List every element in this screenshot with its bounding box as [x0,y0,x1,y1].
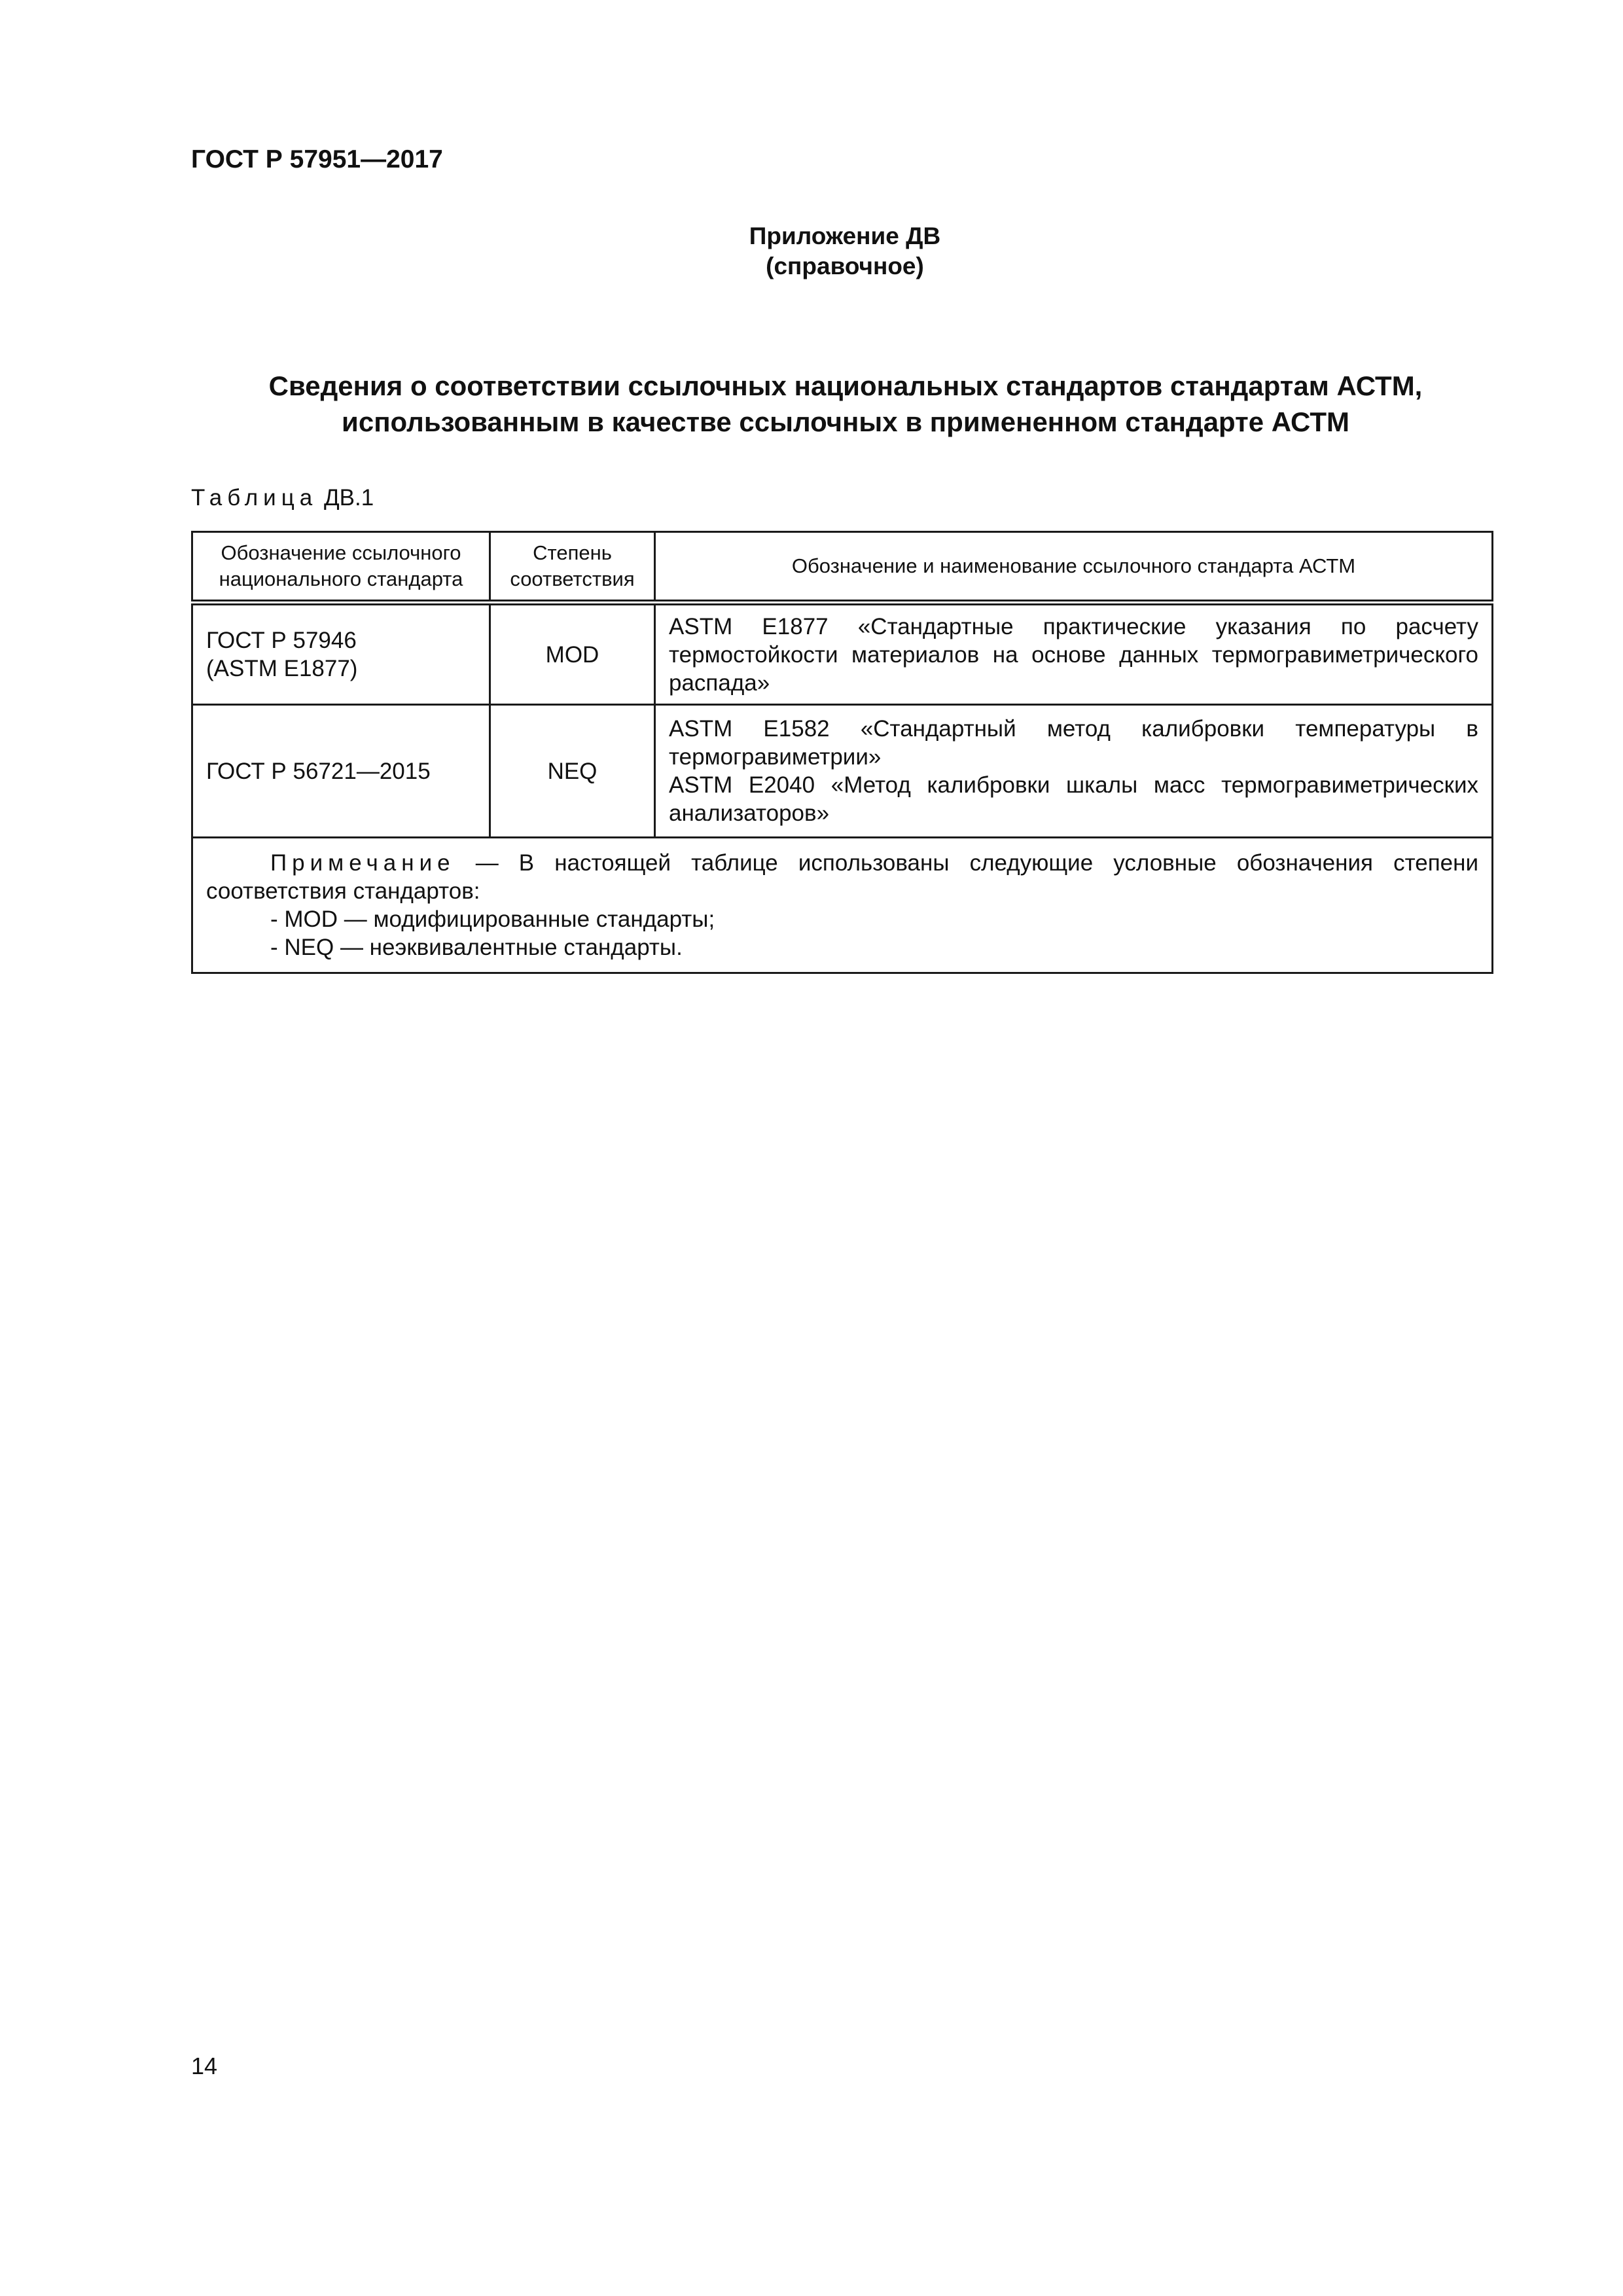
table-caption-label: Таблица [191,485,318,511]
astm-standard-text-secondary: ASTM E2040 «Метод калибровки шкалы масс термогравиметрических анализаторов» [669,772,1478,826]
national-standard-cell [192,705,490,838]
document-code: ГОСТ Р 57951—2017 [191,145,443,173]
table-caption-number: ДВ.1 [323,485,374,511]
table-row [192,603,1493,705]
note-intro [206,849,1478,905]
astm-standard-text: ASTM E1582 «Стандартный метод калибровки температуры в термогравиметрии» [669,716,1478,770]
section-heading-line-1: Сведения о соответствии ссылочных национальных стандартов стандартам АСТМ, [268,370,1423,401]
table-row [192,705,1493,838]
table-note-row [192,838,1493,973]
table-note [192,838,1493,973]
astm-standard-cell [655,603,1493,705]
note-label: Примечание [270,850,455,876]
astm-standard-text: ASTM E1877 «Стандартные практические указания по расчету термостойкости материалов на основе данных термогравиметрического распада» [669,613,1478,696]
national-standard-code: ГОСТ Р 56721—2015 [206,758,431,784]
appendix-block [681,221,1008,281]
astm-standard-cell [655,705,1493,838]
reference-standards-table [191,531,1493,974]
section-heading [191,368,1500,440]
degree-cell: MOD [490,603,655,705]
degree-cell: NEQ [490,705,655,838]
table-header-row [192,532,1493,603]
national-standard-cell [192,603,490,705]
appendix-title: Приложение ДВ [749,223,941,249]
section-heading-line-2: использованным в качестве ссылочных в примененном стандарте АСТМ [342,406,1349,437]
table-caption [191,485,374,511]
column-header-astm-standard: Обозначение и наименование ссылочного стандарта АСТМ [655,532,1493,603]
national-standard-code-secondary: (ASTM E1877) [206,656,358,681]
page-number: 14 [191,2053,218,2079]
note-item: - NEQ — неэквивалентные стандарты. [270,935,683,960]
column-header-national-standard: Обозначение ссылочного национального стандарта [192,532,490,603]
appendix-subtitle: (справочное) [766,253,924,279]
note-item: - MOD — модифицированные стандарты; [270,906,715,932]
column-header-degree: Степень соответствия [490,532,655,603]
note-text: — В настоящей таблице использованы следующие условные обозначения степени соответствия стандартов: [206,850,1479,904]
national-standard-code: ГОСТ Р 57946 [206,628,357,653]
